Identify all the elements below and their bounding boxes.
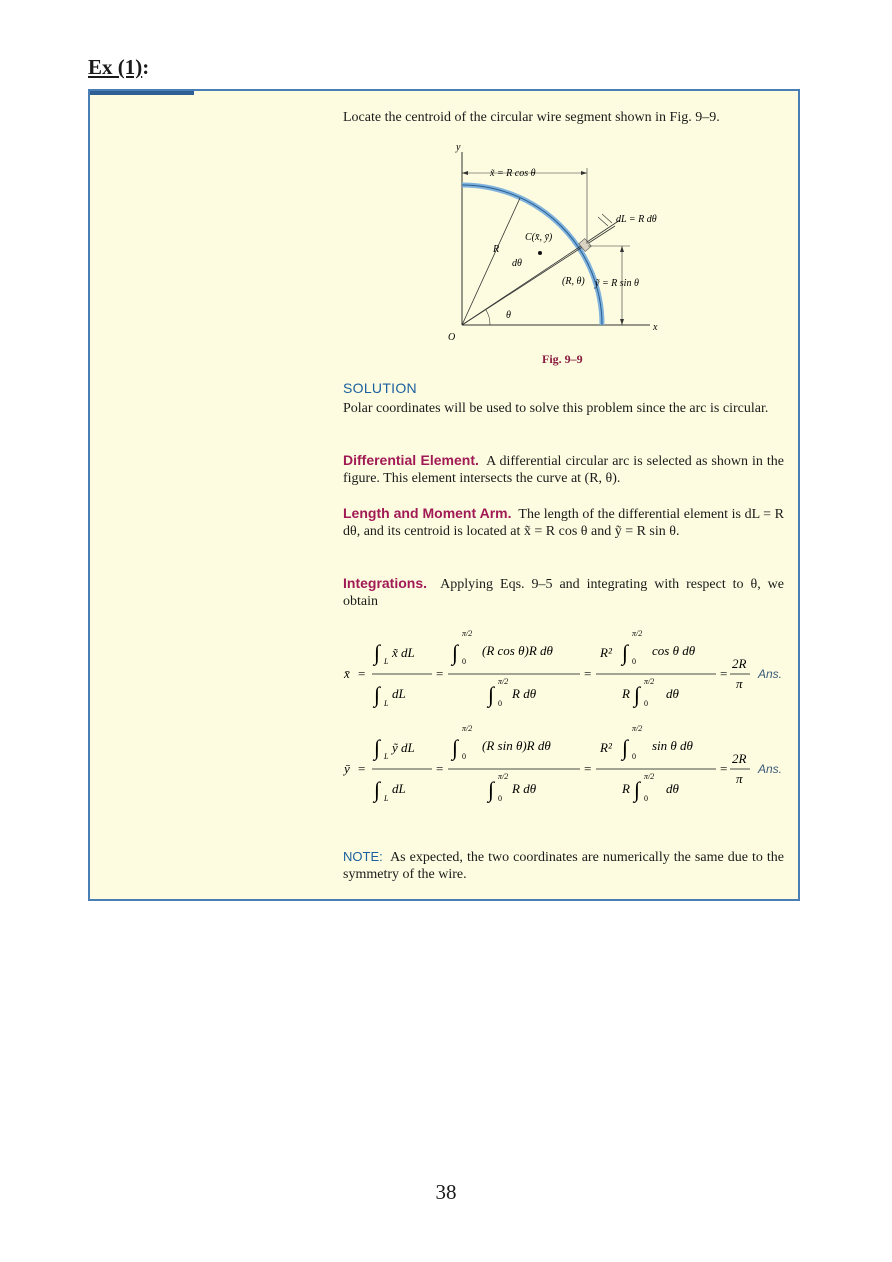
svg-text:L: L (384, 794, 389, 803)
svg-text:=: = (720, 666, 728, 681)
eq-x-result-den: π (736, 676, 743, 691)
centroid-point (538, 251, 542, 255)
eq-x-num3: cos θ dθ (652, 643, 696, 658)
svg-text:R: R (622, 781, 630, 796)
svg-text:∫: ∫ (488, 777, 495, 802)
centroid-label: C(x̄, ȳ) (525, 232, 553, 243)
integrations-heading: Integrations. (343, 575, 428, 591)
svg-text:=: = (358, 761, 366, 776)
equation-y (340, 715, 790, 825)
eq-x-num1: x̃ dL (392, 645, 415, 660)
eq-x-den1: dL (392, 686, 406, 701)
svg-text:∫: ∫ (374, 640, 381, 665)
svg-text:0: 0 (644, 699, 648, 708)
svg-text:R: R (622, 686, 630, 701)
figure-caption: Fig. 9–9 (542, 352, 583, 366)
svg-text:0: 0 (462, 657, 466, 666)
svg-text:0: 0 (632, 657, 636, 666)
solution-text: Polar coordinates will be used to solve this problem since the arc is circular. (343, 401, 769, 416)
equation-x (340, 620, 790, 725)
eq-x-den3: dθ (666, 686, 679, 701)
eq-y-result-den: π (736, 771, 743, 786)
svg-text:∫: ∫ (634, 777, 641, 802)
eq-y-den1: dL (392, 781, 406, 796)
ybar-label: ỹ = R sin θ (595, 278, 639, 289)
svg-text:∫: ∫ (374, 735, 381, 760)
svg-text:π/2: π/2 (644, 677, 655, 686)
x-axis-label: x (653, 322, 658, 333)
note-label: NOTE: (343, 849, 383, 864)
eq-y-lhs: ȳ (344, 761, 350, 776)
problem-statement: Locate the centroid of the circular wire segment shown in Fig. 9–9. (343, 110, 720, 125)
differential-element-heading: Differential Element. (343, 452, 479, 468)
dtheta-label: dθ (512, 258, 522, 269)
length-moment-heading: Length and Moment Arm. (343, 505, 512, 521)
page-number: 38 (435, 1180, 457, 1204)
length-moment-text: The length of the differential element is dL = R dθ, and its centroid is located at x̃ = R cos θ and ỹ = R sin θ. (343, 507, 784, 539)
eq-y-ans: Ans. (758, 762, 783, 776)
note-paragraph (343, 848, 784, 883)
eq-x-ans: Ans. (758, 667, 783, 681)
point-label: (R, θ) (562, 276, 585, 287)
differential-element-paragraph (343, 452, 784, 487)
svg-text:0: 0 (498, 794, 502, 803)
svg-text:∫: ∫ (452, 640, 459, 665)
eq-x-result-num: 2R (732, 656, 747, 671)
eq-y-num2: (R sin θ)R dθ (482, 738, 551, 753)
svg-text:π/2: π/2 (498, 677, 509, 686)
svg-text:0: 0 (644, 794, 648, 803)
note-text: As expected, the two coordinates are numerically the same due to the symmetry of the wire. (343, 850, 785, 882)
svg-text:∫: ∫ (488, 682, 495, 707)
wire-arc (462, 185, 602, 325)
svg-text:∫: ∫ (452, 735, 459, 760)
svg-text:∫: ∫ (374, 777, 381, 802)
svg-text:∫: ∫ (622, 640, 629, 665)
svg-text:π/2: π/2 (644, 772, 655, 781)
svg-text:π/2: π/2 (632, 629, 643, 638)
svg-text:=: = (720, 761, 728, 776)
svg-text:0: 0 (498, 699, 502, 708)
origin-label: O (448, 332, 456, 343)
eq-x-den2: R dθ (512, 686, 537, 701)
eq-y-num3: sin θ dθ (652, 738, 693, 753)
eq-x-lhs: x̄ (344, 666, 350, 681)
integrations-paragraph (343, 575, 784, 610)
svg-text:π/2: π/2 (462, 629, 473, 638)
radius-label: R (493, 244, 500, 255)
svg-text:=: = (436, 761, 444, 776)
y-axis-label: y (456, 142, 461, 153)
svg-text:=: = (584, 761, 592, 776)
svg-text:R²: R² (600, 645, 612, 660)
integrations-text: Applying Eqs. 9–5 and integrating with respect to θ, we obtain (343, 577, 785, 609)
svg-text:∫: ∫ (634, 682, 641, 707)
svg-text:L: L (384, 657, 389, 666)
differential-element-text: A differential circular arc is selected as shown in the figure. This element intersects the curve at (R, θ). (343, 454, 785, 486)
svg-text:π/2: π/2 (498, 772, 509, 781)
svg-text:π/2: π/2 (632, 724, 643, 733)
svg-text:0: 0 (632, 752, 636, 761)
svg-text:0: 0 (462, 752, 466, 761)
svg-text:=: = (358, 666, 366, 681)
xbar-label: x̃ = R cos θ (490, 168, 536, 179)
svg-text:π/2: π/2 (462, 724, 473, 733)
eq-y-num1: ỹ dL (392, 740, 415, 755)
example-heading: Ex (1): (88, 55, 150, 79)
svg-text:R²: R² (600, 740, 612, 755)
svg-text:∫: ∫ (622, 735, 629, 760)
eq-y-result-num: 2R (732, 751, 747, 766)
figure-9-9 (340, 140, 700, 350)
length-moment-paragraph (343, 505, 784, 540)
svg-text:∫: ∫ (374, 682, 381, 707)
eq-x-num2: (R cos θ)R dθ (482, 643, 553, 658)
theta-label: θ (506, 310, 511, 321)
svg-text:L: L (384, 699, 389, 708)
svg-text:L: L (384, 752, 389, 761)
svg-text:=: = (436, 666, 444, 681)
panel-accent-bar (90, 91, 194, 95)
dl-label: dL = R dθ (616, 214, 657, 225)
svg-text:=: = (584, 666, 592, 681)
eq-y-den3: dθ (666, 781, 679, 796)
solution-label: SOLUTION (343, 380, 417, 396)
eq-y-den2: R dθ (512, 781, 537, 796)
